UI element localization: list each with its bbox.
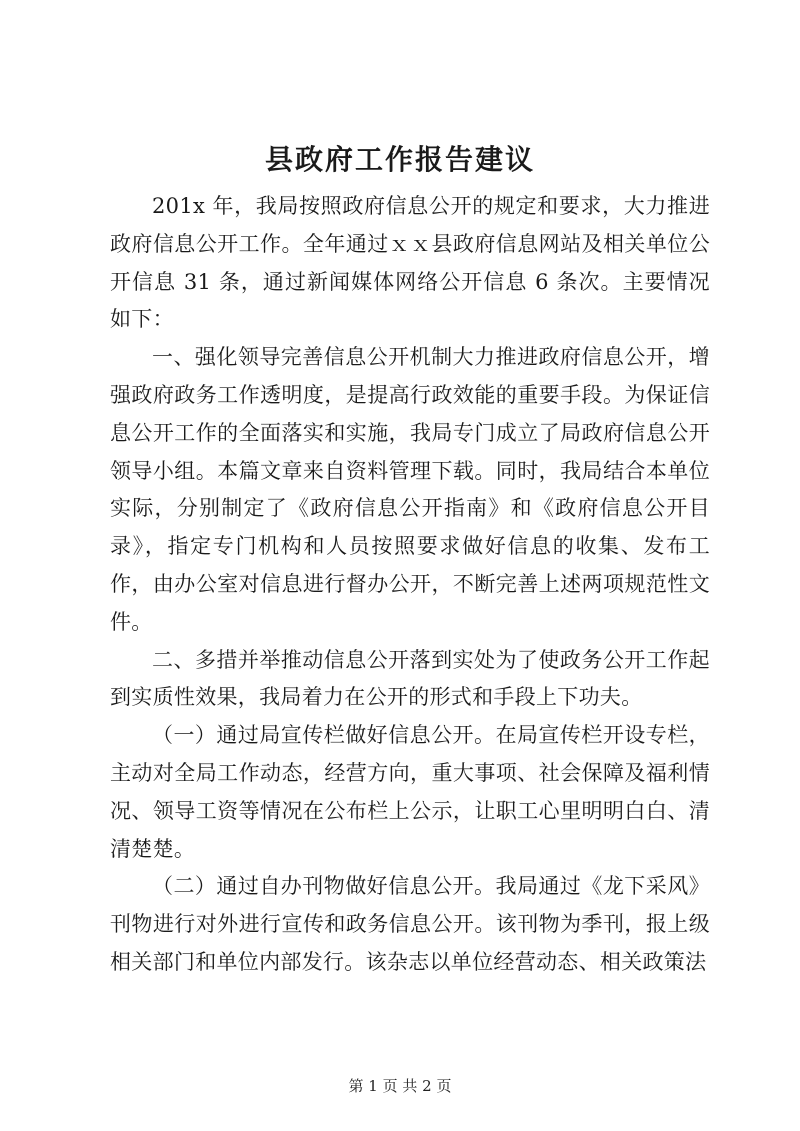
paragraph-section-1: 一、强化领导完善信息公开机制大力推进政府信息公开，增强政府政务工作透明度，是提高行政效能的重要手段。为保证信息公开工作的全面落实和实施，我局专门成立了局政府信息公开领导小组。本篇文章来自资料管理下载。同时，我局结合本单位实际，分别制定了《政府信息公开指南》和《政府信息公开目录》，指定专门机构和人员按照要求做好信息的收集、发布工作，由办公室对信息进行督办公开，不断完善上述两项规范性文件。 — [110, 345, 710, 634]
paragraph-subsection-1: （一）通过局宣传栏做好信息公开。在局宣传栏开设专栏，主动对全局工作动态，经营方向，重大事项、社会保障及福利情况、领导工资等情况在公布栏上公示，让职工心里明明白白、清清楚楚。 — [110, 723, 710, 861]
document-body — [110, 188, 710, 982]
paragraph-intro: 201x 年，我局按照政府信息公开的规定和要求，大力推进政府信息公开工作。全年通过ｘｘ县政府信息网站及相关单位公开信息 31 条，通过新闻媒体网络公开信息 6 条次。主要情况如下： — [110, 194, 710, 332]
paragraph-section-2: 二、多措并举推动信息公开落到实处为了使政务公开工作起到实质性效果，我局着力在公开的形式和手段上下功夫。 — [110, 647, 710, 710]
document-title: 县政府工作报告建议 — [264, 143, 535, 176]
page-footer: 第 1 页 共 2 页 — [348, 1077, 452, 1095]
paragraph-subsection-2: （二）通过自办刊物做好信息公开。我局通过《龙下采风》刊物进行对外进行宣传和政务信息公开。该刊物为季刊，报上级相关部门和单位内部发行。该杂志以单位经营动态、相关政策法 — [110, 874, 710, 974]
